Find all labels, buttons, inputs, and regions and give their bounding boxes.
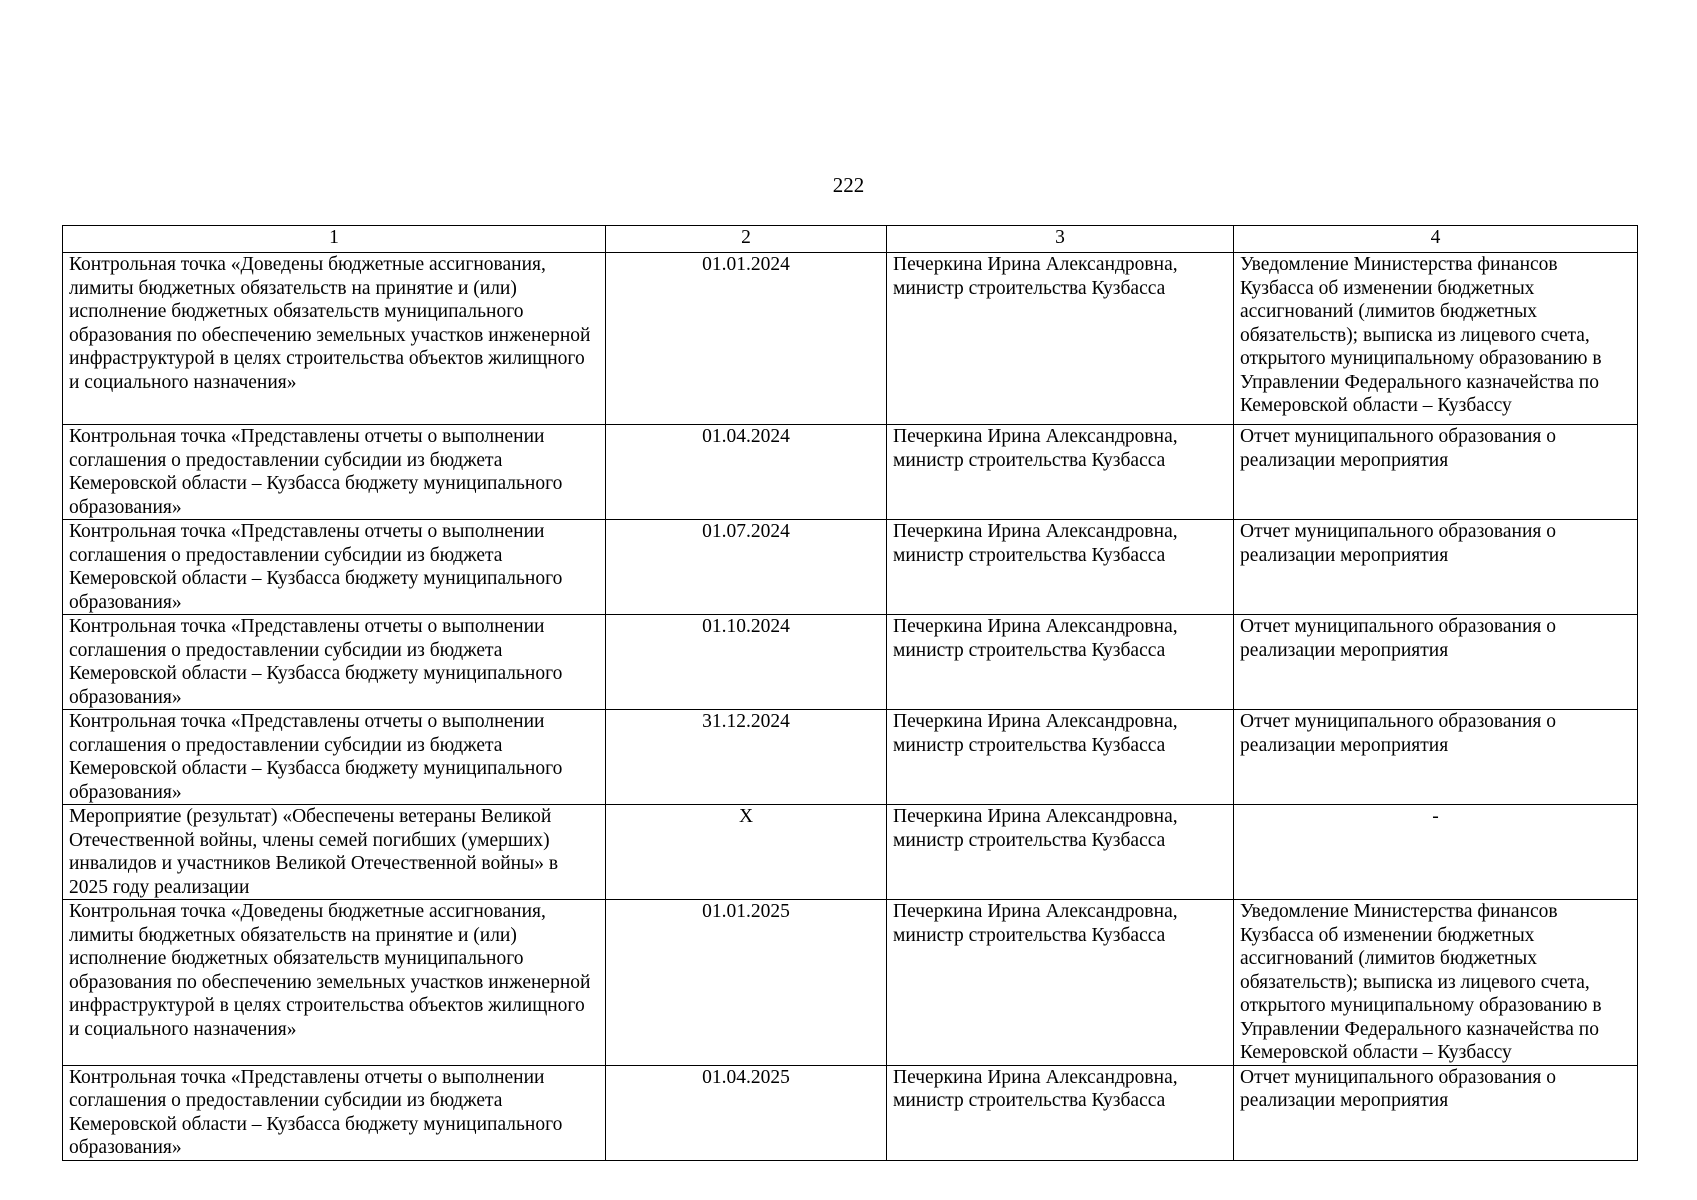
date-cell: 01.04.2024 [606, 425, 887, 520]
table-row [63, 425, 1638, 520]
column-header-1: 1 [63, 226, 606, 253]
document-cell: Отчет муниципального образования о реализации мероприятия [1234, 520, 1638, 615]
description-cell: Контрольная точка «Представлены отчеты о выполнении соглашения о предоставлении субсидии из бюджета Кемеровской области – Кузбасса бюджету муниципального образования» [63, 520, 606, 615]
date-cell: 01.04.2025 [606, 1065, 887, 1160]
column-header-2: 2 [606, 226, 887, 253]
column-header-4: 4 [1234, 226, 1638, 253]
document-cell: Отчет муниципального образования о реализации мероприятия [1234, 425, 1638, 520]
description-cell: Контрольная точка «Представлены отчеты о выполнении соглашения о предоставлении субсидии из бюджета Кемеровской области – Кузбасса бюджету муниципального образования» [63, 710, 606, 805]
responsible-cell: Печеркина Ирина Александровна, министр строительства Кузбасса [887, 805, 1234, 900]
responsible-cell: Печеркина Ирина Александровна, министр строительства Кузбасса [887, 425, 1234, 520]
responsible-cell: Печеркина Ирина Александровна, министр строительства Кузбасса [887, 1065, 1234, 1160]
control-points-table [62, 225, 1638, 1161]
document-cell: - [1234, 805, 1638, 900]
document-cell: Отчет муниципального образования о реализации мероприятия [1234, 710, 1638, 805]
document-cell: Уведомление Министерства финансов Кузбасса об изменении бюджетных ассигнований (лимитов бюджетных обязательств); выписка из лицевого счета, открытого муниципальному образованию в Управлении Федерального казначейства по Кемеровской области – Кузбассу [1234, 253, 1638, 425]
responsible-cell: Печеркина Ирина Александровна, министр строительства Кузбасса [887, 615, 1234, 710]
responsible-cell: Печеркина Ирина Александровна, министр строительства Кузбасса [887, 900, 1234, 1066]
document-cell: Уведомление Министерства финансов Кузбасса об изменении бюджетных ассигнований (лимитов бюджетных обязательств); выписка из лицевого счета, открытого муниципальному образованию в Управлении Федерального казначейства по Кемеровской области – Кузбассу [1234, 900, 1638, 1066]
table-row [63, 805, 1638, 900]
description-cell: Контрольная точка «Представлены отчеты о выполнении соглашения о предоставлении субсидии из бюджета Кемеровской области – Кузбасса бюджету муниципального образования» [63, 1065, 606, 1160]
responsible-cell: Печеркина Ирина Александровна, министр строительства Кузбасса [887, 710, 1234, 805]
responsible-cell: Печеркина Ирина Александровна, министр строительства Кузбасса [887, 253, 1234, 425]
description-cell: Мероприятие (результат) «Обеспечены ветераны Великой Отечественной войны, члены семей погибших (умерших) инвалидов и участников Великой Отечественной войны» в 2025 году реализации [63, 805, 606, 900]
table-row [63, 710, 1638, 805]
date-cell: X [606, 805, 887, 900]
description-cell: Контрольная точка «Представлены отчеты о выполнении соглашения о предоставлении субсидии из бюджета Кемеровской области – Кузбасса бюджету муниципального образования» [63, 615, 606, 710]
date-cell: 01.01.2025 [606, 900, 887, 1066]
page-number: 222 [832, 173, 865, 197]
description-cell: Контрольная точка «Представлены отчеты о выполнении соглашения о предоставлении субсидии из бюджета Кемеровской области – Кузбасса бюджету муниципального образования» [63, 425, 606, 520]
date-cell: 31.12.2024 [606, 710, 887, 805]
table-row [63, 615, 1638, 710]
date-cell: 01.10.2024 [606, 615, 887, 710]
description-cell: Контрольная точка «Доведены бюджетные ассигнования, лимиты бюджетных обязательств на принятие и (или) исполнение бюджетных обязательств муниципального образования по обеспечению земельных участков инженерной инфраструктурой в целях строительства объектов жилищного и социального назначения» [63, 900, 606, 1066]
responsible-cell: Печеркина Ирина Александровна, министр строительства Кузбасса [887, 520, 1234, 615]
table-row [63, 900, 1638, 1066]
date-cell: 01.01.2024 [606, 253, 887, 425]
document-cell: Отчет муниципального образования о реализации мероприятия [1234, 615, 1638, 710]
table-row [63, 520, 1638, 615]
column-header-3: 3 [887, 226, 1234, 253]
description-cell: Контрольная точка «Доведены бюджетные ассигнования, лимиты бюджетных обязательств на принятие и (или) исполнение бюджетных обязательств муниципального образования по обеспечению земельных участков инженерной инфраструктурой в целях строительства объектов жилищного и социального назначения» [63, 253, 606, 425]
date-cell: 01.07.2024 [606, 520, 887, 615]
table-row [63, 253, 1638, 425]
table-row [63, 1065, 1638, 1160]
document-cell: Отчет муниципального образования о реализации мероприятия [1234, 1065, 1638, 1160]
table-header-row [63, 226, 1638, 253]
